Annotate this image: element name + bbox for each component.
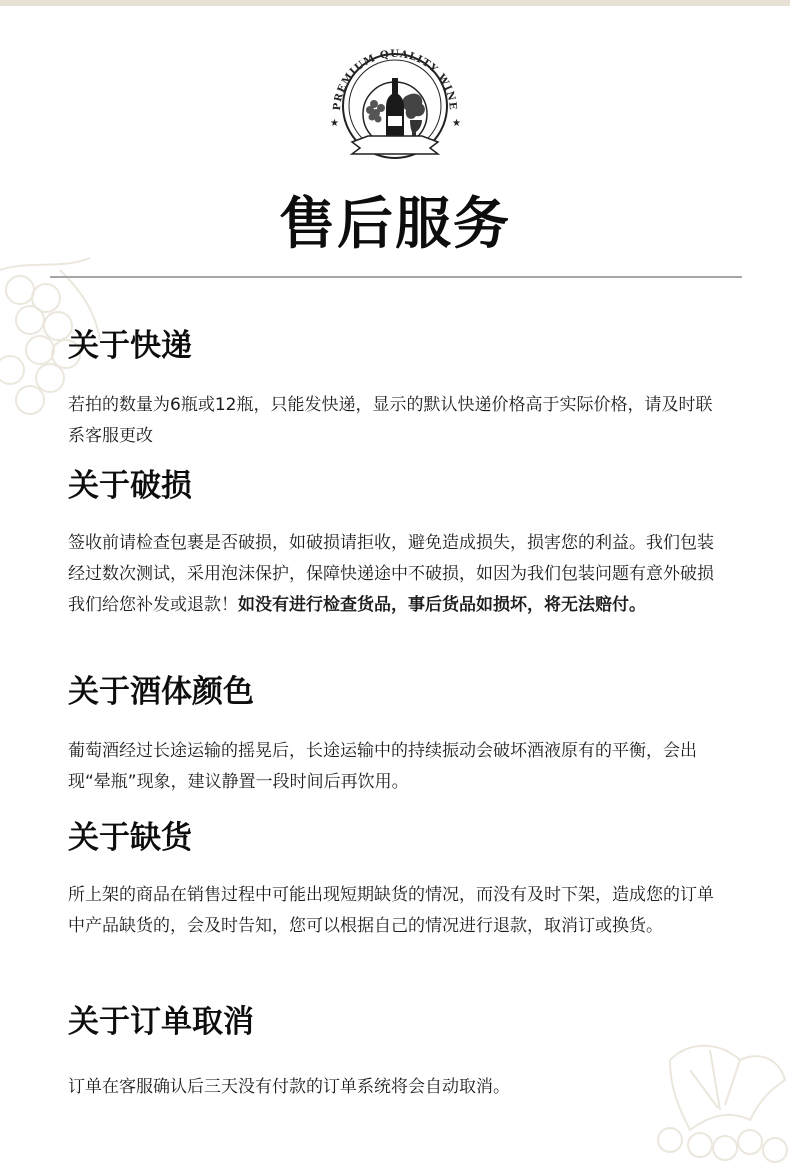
- svg-text:PREMIUM QUALITY WINE: PREMIUM QUALITY WINE: [331, 49, 459, 112]
- section-title: 关于破损: [68, 468, 192, 504]
- section-body-bold: 如没有进行检查货品，事后货品如损坏，将无法赔付。: [238, 595, 646, 615]
- section-order-cancel: [68, 1002, 728, 1103]
- section-body: 所上架的商品在销售过程中可能出现短期缺货的情况，而没有及时下架，造成您的订单中产品缺货的，会及时告知，您可以根据自己的情况进行退款，取消订或换货。: [68, 885, 714, 936]
- section-body: 订单在客服确认后三天没有付款的订单系统将会自动取消。: [68, 1077, 510, 1097]
- section-title: 关于缺货: [68, 820, 192, 856]
- svg-text:★: ★: [330, 118, 339, 129]
- section-body: 葡萄酒经过长途运输的摇晃后，长途运输中的持续振动会破坏酒液原有的平衡，会出现“晕瓶”现象，建议静置一段时间后再饮用。: [68, 741, 697, 792]
- section-express: [68, 326, 728, 452]
- section-title: 关于快递: [68, 328, 192, 364]
- section-out-of-stock: [68, 818, 728, 942]
- section-body: [68, 528, 728, 621]
- svg-text:★: ★: [452, 118, 461, 129]
- section-wine-color: [68, 672, 728, 798]
- title-divider: [50, 276, 742, 278]
- page-title: 售后服务: [279, 191, 511, 257]
- section-damage: [68, 466, 728, 621]
- section-body-text: 签收前请检查包裹是否破损，如破损请拒收，避免造成损失，损害您的利益。我们包装经过数次测试，采用泡沫保护，保障快递途中不破损，如因为我们包装问题有意外破损我们给您补发或退款！: [68, 533, 714, 615]
- section-body: 若拍的数量为6瓶或12瓶，只能发快递，显示的默认快递价格高于实际价格，请及时联系客服更改: [68, 395, 713, 446]
- section-title: 关于酒体颜色: [68, 674, 254, 710]
- premium-quality-wine-logo: [318, 38, 472, 160]
- section-title: 关于订单取消: [68, 1004, 254, 1040]
- top-band: [0, 0, 790, 6]
